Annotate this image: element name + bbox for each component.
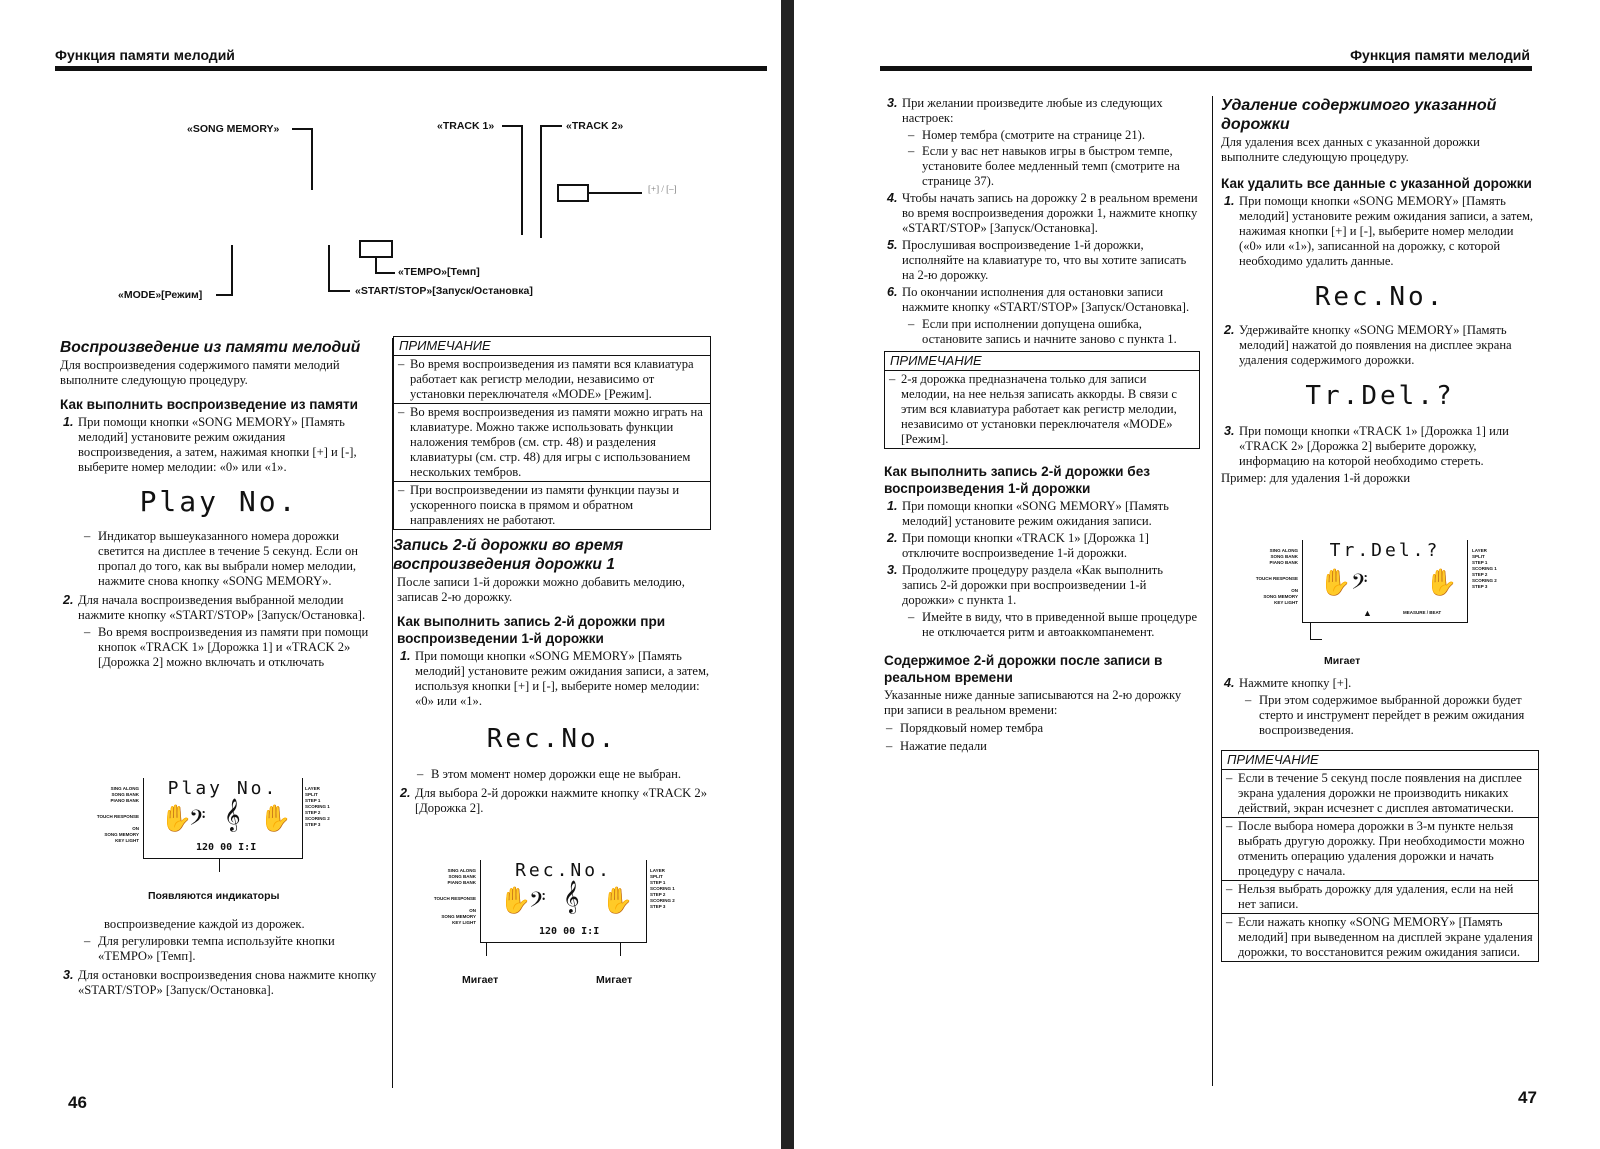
playback-step-2: 2. Для начала воспроизведения выбранной мелодии нажмите кнопку «START/STOP» [Запуск/Остановка]. <box>63 593 366 622</box>
page-number-right: 47 <box>1518 1088 1537 1107</box>
track2-content-item: – Нажатие педали <box>884 739 1200 754</box>
metronome-icon: ▲ <box>1363 608 1372 618</box>
delete-step-2: 2. Удерживайте кнопку «SONG MEMORY» [Память мелодий] нажатой до появления на дисплее экрана удаления содержимого дорожки. <box>1224 323 1512 367</box>
left-hand-icon: ✋ <box>499 886 532 915</box>
left-column-1 <box>60 338 378 671</box>
track2-label: «TRACK 2» <box>566 120 624 132</box>
keyboard-panel-diagram <box>100 110 700 310</box>
lcd-play-no: Play No. <box>139 485 299 518</box>
delete-step-1: 1. При помощи кнопки «SONG MEMORY» [Память мелодий] установите режим ожидания записи, а затем, нажимая кнопки [+] и [-], выберите номер мелодии («0» или «1»), записанной на дорожку, с которой необходимо удалить данные. <box>1224 194 1534 268</box>
note-box-delete: ПРИМЕЧАНИЕ – Если в течение 5 секунд после появления на дисплее экрана удаления дорожки не производить никаких действий, экран исчезнет с дисплея автоматически. – После выбора номера дорожки в 3-м пункте нельзя выбрать другую дорожку. При необходимости можно отменить операцию удаления дорожки и начать процедуру с начала. – Нельзя выбрать дорожку для удаления, если на ней нет записи. – Если нажать кнопку «SONG MEMORY» [Память мелодий] при выведенном на дисплей экране удаления дорожки, то восстановится режим ожидания записи. <box>1221 750 1539 962</box>
subtitle-playback: Как выполнить воспроизведение из памяти <box>60 397 359 412</box>
playback-tempo-note: – Для регулировки темпа используйте кнопки «TEMPO» [Темп]. <box>60 934 378 964</box>
record-step-4: 4. Чтобы начать запись на дорожку 2 в реальном времени во время воспроизведения дорожки 1, нажмите кнопку «START/STOP» [Запуск/Остановка]. <box>887 191 1198 235</box>
section-title-playback: Воспроизведение из памяти мелодий <box>60 339 361 356</box>
delete-erase-note: – При этом содержимое выбранной дорожки будет стерто и инструмент перейдет в режим ожидания воспроизведения. <box>1221 693 1539 738</box>
right-column-divider <box>1212 96 1213 1086</box>
track2-not-selected: – В этом момент номер дорожки еще не выбран. <box>393 767 711 782</box>
record-step-3: 3. При желании произведите любые из следующих настроек: <box>887 96 1163 125</box>
left-hand-icon: ✋ <box>160 804 193 833</box>
track2-content-item: – Порядковый номер тембра <box>884 721 1200 736</box>
track2-intro: После записи 1-й дорожки можно добавить мелодию, записав 2-ю дорожку. <box>397 575 685 604</box>
subtitle-track2-with-track1: Как выполнить запись 2-й дорожки при воспроизведении 1-й дорожки <box>397 614 666 646</box>
subtitle-delete: Как удалить все данные с указанной дорожки <box>1221 176 1532 191</box>
no-play-step-2: 2. При помощи кнопки «TRACK 1» [Дорожка 1] отключите воспроизведение 1-й дорожки. <box>887 531 1149 560</box>
right-header-rule <box>880 66 1532 71</box>
note-box-playback: ПРИМЕЧАНИЕ – Во время воспроизведения из памяти вся клавиатура работает как регистр мелодии, независимо от установки переключателя «MODE» [Режим]. – Во время воспроизведения из памяти можно играть на клавиатуре. Можно также использовать функции наложения тембров (см. стр. 48) и разделения клавиатуры (см. стр. 48) для игры с использованием нескольких тембров. – При воспроизведении из памяти функции паузы и ускоренного поиска в прямом и обратном направлениях не работают. <box>393 336 711 530</box>
no-play-step-3: 3. Продолжите процедуру раздела «Как выполнить запись 2-й дорожки при воспроизведении 1-й дорожки» с пункта 1. <box>887 563 1163 607</box>
record-step-6: 6. По окончании исполнения для остановки записи нажмите кнопку «START/STOP» [Запуск/Остановка]. <box>887 285 1190 314</box>
treble-clef-icon: 𝄞 <box>563 882 580 913</box>
song-memory-label: «SONG MEMORY» <box>187 123 280 135</box>
subtitle-track2-content: Содержимое 2-й дорожки после записи в реальном времени <box>884 653 1163 685</box>
note-item: – 2-я дорожка предназначена только для записи мелодии, на нее нельзя записать аккорды. В связи с этим вся клавиатура работает как регистр мелодии, независимо от установки переключателя «MODE» [Режим]. <box>885 371 1199 448</box>
lcd-screen: Play No. ✋ 𝄢 𝄞 ✋ 120 00 I:I <box>143 778 303 859</box>
blink-label-1: Мигает <box>462 974 499 986</box>
plus-minus-label: [+] / [–] <box>648 184 677 194</box>
page-number-left: 46 <box>68 1093 87 1112</box>
delete-intro: Для удаления всех данных с указанной дорожки выполните следующую процедуру. <box>1221 135 1480 164</box>
bass-clef-icon: 𝄢 <box>189 806 206 835</box>
subtitle-track2-without-track1: Как выполнить запись 2-й дорожки без воспроизведения 1-й дорожки <box>884 464 1151 496</box>
right-column-1 <box>884 96 1200 755</box>
note-item: – Нельзя выбрать дорожку для удаления, если на ней нет записи. <box>1222 881 1538 914</box>
right-page-header: Функция памяти мелодий <box>1350 47 1530 63</box>
note-item: – Во время воспроизведения из памяти можно играть на клавиатуре. Можно также использовать функции наложения тембров (см. стр. 48) и разделения клавиатуры (см. стр. 48) для игры с использованием нескольких тембров. <box>394 404 710 482</box>
section-title-delete: Удаление содержимого указанной дорожки <box>1221 97 1497 133</box>
section-title-track2-record: Запись 2-й дорожки во время воспроизведения дорожки 1 <box>393 537 624 573</box>
note-box-track2: ПРИМЕЧАНИЕ – 2-я дорожка предназначена только для записи мелодии, на нее нельзя записать аккорды. В связи с этим вся клавиатура работает как регистр мелодии, независимо от установки переключателя «MODE» [Режим]. <box>884 351 1200 449</box>
note-item: – Если нажать кнопку «SONG MEMORY» [Память мелодий] при выведенном на дисплей экране удаления дорожки, то восстановится режим ожидания записи. <box>1222 914 1538 961</box>
display-figure-track2: SING ALONG SONG BANK PIANO BANK TOUCH RESPONSE ON SONG MEMORY KEY LIGHT Rec.No. ✋ 𝄢 𝄞 ✋ 120 00 I:I LAYER SPLIT STEP 1 SCORING 1 STEP 2 SCORING 2 STEP 3 <box>430 860 680 960</box>
playback-step-3: 3. Для остановки воспроизведения снова нажмите кнопку «START/STOP» [Запуск/Остановка]. <box>63 968 377 997</box>
tempo-readout: 120 <box>196 842 215 853</box>
delete-example: Пример: для удаления 1-й дорожки <box>1221 471 1411 485</box>
treble-clef-icon: 𝄞 <box>224 800 241 831</box>
playback-step-1: 1. При помощи кнопки «SONG MEMORY» [Память мелодий] установите режим ожидания воспроизведения, а затем, нажимая кнопки [+] и [-], выберите номер мелодии: «0» или «1». <box>63 415 357 474</box>
playback-intro: Для воспроизведения содержимого памяти мелодий выполните следующую процедуру. <box>60 358 340 387</box>
record-slow-tempo: – Если у вас нет навыков игры в быстром темпе, установите более медленный темп (смотрите на странице 37). <box>884 144 1200 189</box>
left-hand-icon: ✋ <box>1319 568 1352 597</box>
delete-step-4: 4. Нажмите кнопку [+]. <box>1224 676 1352 690</box>
plus-minus-button-icon <box>557 184 589 202</box>
record-error-note: – Если при исполнении допущена ошибка, остановите запись и начните заново с пункта 1. <box>884 317 1200 347</box>
no-play-rhythm-note: – Имейте в виду, что в приведенной выше процедуре не отключается ритм и автоаккомпанемент. <box>884 610 1200 640</box>
lcd-screen: Tr.Del.? ✋ 𝄢 ✋ ▲ MEASURE / BEAT <box>1302 540 1468 623</box>
left-header-rule <box>55 66 767 71</box>
mode-label: «MODE»[Режим] <box>118 289 203 301</box>
right-column-2-cont <box>1221 676 1539 962</box>
playback-track-toggle: – Во время воспроизведения из памяти при помощи кнопок «TRACK 1» [Дорожка 1] и «TRACK 2» [Дорожка 2] можно включать и отключать <box>60 625 378 670</box>
track2-step-1: 1. При помощи кнопки «SONG MEMORY» [Память мелодий] установите режим ожидания записи, а затем, используя кнопки [+] и [-], выберите номер мелодии: «0» или «1». <box>400 649 710 708</box>
left-column-1-cont <box>60 917 378 1000</box>
note-item: – После выбора номера дорожки в 3-м пункте нельзя выбрать другую дорожку. При необходимости можно отменить операцию удаления дорожки и начать процедуру с начала. <box>1222 818 1538 881</box>
blink-label-delete: Мигает <box>1324 655 1361 667</box>
track1-label: «TRACK 1» <box>437 120 495 132</box>
lcd-screen: Rec.No. ✋ 𝄢 𝄞 ✋ 120 00 I:I <box>480 860 647 943</box>
bass-clef-icon: 𝄢 <box>529 888 546 917</box>
no-play-step-1: 1. При помощи кнопки «SONG MEMORY» [Память мелодий] установите режим ожидания записи. <box>887 499 1169 528</box>
track2-step-2: 2. Для выбора 2-й дорожки нажмите кнопку «TRACK 2» [Дорожка 2]. <box>400 786 708 815</box>
note-item: – Если в течение 5 секунд после появления на дисплее экрана удаления дорожки не производить никаких действий, экран исчезнет с дисплея автоматически. <box>1222 770 1538 818</box>
delete-step-3: 3. При помощи кнопки «TRACK 1» [Дорожка 1] или «TRACK 2» [Дорожка 2] выберите дорожку, информацию на которой необходимо стереть. <box>1224 424 1509 468</box>
right-hand-icon: ✋ <box>259 804 292 833</box>
note-item: – При воспроизведении из памяти функции паузы и ускоренного поиска в прямом и обратном направлениях не работают. <box>394 482 710 529</box>
display-figure-delete: SING ALONG SONG BANK PIANO BANK TOUCH RESPONSE ON SONG MEMORY KEY LIGHT Tr.Del.? ✋ 𝄢 ✋ ▲ MEASURE / BEAT LAYER SPLIT STEP 1 SCORING 1 STEP 2 SCORING 2 STEP 3 <box>1252 540 1522 640</box>
right-column-2 <box>1221 96 1539 486</box>
lcd-rec-no: Rec.No. <box>486 724 618 754</box>
bass-clef-icon: 𝄢 <box>1351 570 1368 599</box>
blink-label-2: Мигает <box>596 974 633 986</box>
record-tone-number: – Номер тембра (смотрите на странице 21). <box>884 128 1200 143</box>
lcd-track-delete: Tr.Del.? <box>1305 381 1455 411</box>
lcd-rec-no: Rec.No. <box>1314 282 1446 312</box>
indicators-caption: Появляются индикаторы <box>148 890 280 902</box>
tempo-label: «TEMPO»[Темп] <box>398 266 480 278</box>
book-gutter <box>781 0 794 1149</box>
right-hand-icon: ✋ <box>1425 568 1458 597</box>
display-figure-playback: SING ALONG SONG BANK PIANO BANK TOUCH RESPONSE ON SONG MEMORY KEY LIGHT Play No. ✋ 𝄢 𝄞 ✋ 120 00 I:I LAYER SPLIT STEP 1 SCORING 1 STEP 2 SCORING 2 STEP 3 <box>93 778 343 876</box>
record-step-5: 5. Прослушивая воспроизведение 1-й дорожки, исполняйте на клавиатуре то, что вы хотите записать на 2-ю дорожку. <box>887 238 1187 282</box>
start-stop-label: «START/STOP»[Запуск/Остановка] <box>355 285 533 297</box>
left-column-2 <box>393 336 711 818</box>
playback-note-indicator: – Индикатор вышеуказанного номера дорожки светится на дисплее в течение 5 секунд. Если он пропал до того, как вы выбрали номер мелодии, нажмите снова кнопку «SONG MEMORY». <box>60 529 378 589</box>
track2-content-intro: Указанные ниже данные записываются на 2-ю дорожку при записи в реальном времени: <box>884 688 1182 717</box>
note-item: – Во время воспроизведения из памяти вся клавиатура работает как регистр мелодии, независимо от установки переключателя «MODE» [Режим]. <box>394 356 710 404</box>
left-page-header: Функция памяти мелодий <box>55 47 235 63</box>
playback-track-toggle-cont: воспроизведение каждой из дорожек. <box>104 917 305 931</box>
right-hand-icon: ✋ <box>601 886 634 915</box>
